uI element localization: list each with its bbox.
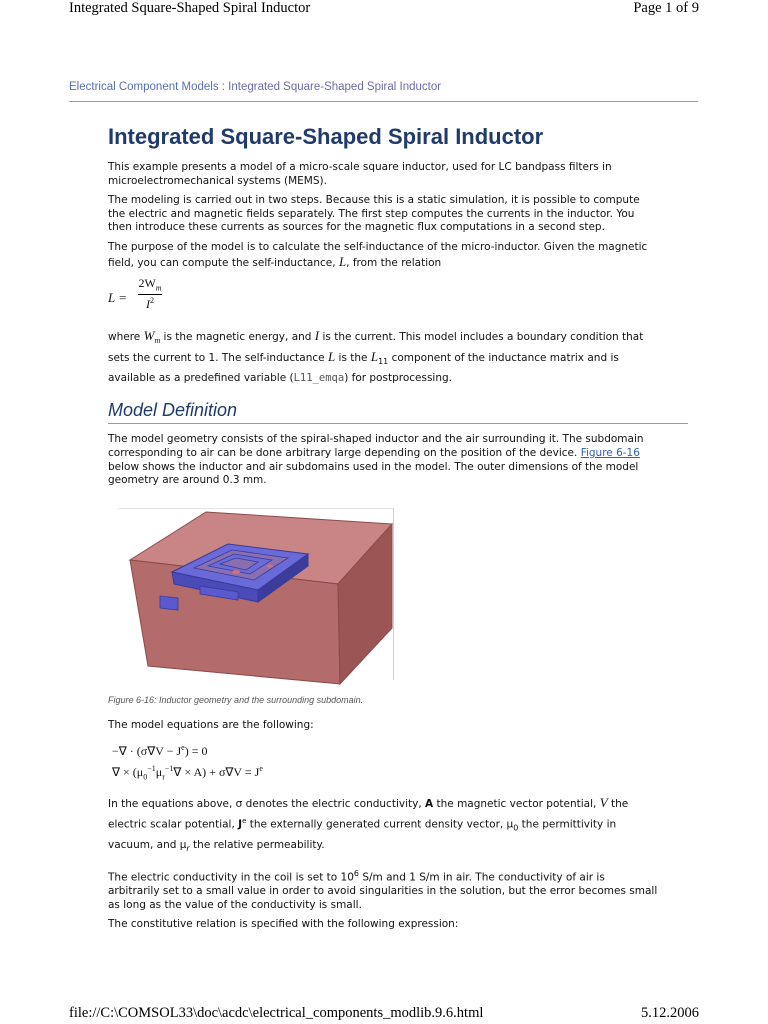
formula-lhs: L =	[108, 290, 128, 306]
conductivity-paragraph: The electric conductivity in the coil is set to $10^6$ S/m and 1 S/m in air. The conductivity of air is arbitrarily set to a small value in order to avoid singularities in the solution, but the error becomes small as long as the value of the conductivity is small.	[108, 868, 658, 911]
figure-caption: Figure 6-16: Inductor geometry and the surrounding subdomain.	[108, 694, 364, 705]
section-heading-model-definition: Model Definition	[108, 400, 688, 424]
inductance-formula	[108, 276, 658, 324]
breadcrumb-current: Integrated Square-Shaped Spiral Inductor	[228, 81, 442, 93]
variables-paragraph: where $W_m$ is the magnetic energy, and I is the current. This model includes a boundary condition that sets the current to 1. The self-inductance L is the $L_{11}$ component of the inductance matrix and is available as a predefined variable (L11_emqa) for postprocessing.	[108, 328, 644, 385]
intro-paragraph: This example presents a model of a micro-scale square inductor, used for LC bandpass filters in microelectromechanical systems (MEMS).	[108, 161, 612, 187]
print-header-title: Integrated Square-Shaped Spiral Inductor	[69, 0, 311, 16]
print-header-page: Page 1 of 9	[633, 0, 699, 16]
inductor-geometry-image	[108, 508, 394, 688]
print-footer	[69, 1006, 699, 1024]
inductor-geometry-figure	[108, 508, 394, 688]
equation-2: ∇ × $(\mu_0^{-1}\mu_r^{-1}\nabla \times A) + \sigma\nabla V = J^e$	[112, 763, 263, 782]
purpose-paragraph: The purpose of the model is to calculate the self-inductance of the micro-inductor. Given the magnetic field, you can compute the self-inductance, L, from the relation	[108, 240, 648, 269]
page-title: Integrated Square-Shaped Spiral Inductor	[108, 124, 544, 149]
variable-code: L11_emqa	[293, 372, 345, 385]
steps-paragraph: The modeling is carried out in two steps. Because this is a static simulation, it is possible to compute the electric and magnetic fields separately. The first step computes the currents in the inductor. You then introduce these currents as sources for the magnetic flux computations in a second step.	[108, 194, 640, 234]
figure-link[interactable]: Figure 6-16	[580, 446, 640, 459]
equations-intro: The model equations are the following:	[108, 719, 314, 732]
print-footer-date: 5.12.2006	[641, 1005, 699, 1021]
print-header	[69, 0, 699, 20]
geometry-paragraph: The model geometry consists of the spiral-shaped inductor and the air surrounding it. The subdomain corresponding to air can be done arbitrary large depending on the position of the device. Figure 6-16 below shows the inductor and air subdomains used in the model. The outer dimensions of the model geometry are around 0.3 mm.	[108, 433, 644, 487]
article-content	[108, 124, 658, 938]
breadcrumb-separator: :	[218, 81, 229, 93]
symbols-paragraph: In the equations above, σ denotes the electric conductivity, A the magnetic vector potential, V the electric scalar potential, $J^e$ the externally generated current density vector, $\mu_0$ the permittivity in vacuum, and $\mu_r$ the relative permeability.	[108, 795, 629, 853]
equation-1: −∇ · $(\sigma\nabla V - J^e) = 0$	[112, 742, 208, 758]
formula-fraction: $2W_m$ $I^2$	[138, 276, 162, 311]
constitutive-paragraph: The constitutive relation is specified with the following expression:	[108, 918, 459, 931]
top-divider	[69, 101, 698, 102]
breadcrumb-parent-link[interactable]: Electrical Component Models	[69, 81, 219, 93]
print-footer-url: file://C:\COMSOL33\doc\acdc\electrical_components_modlib.9.6.html	[69, 1005, 484, 1021]
breadcrumb	[69, 81, 441, 93]
